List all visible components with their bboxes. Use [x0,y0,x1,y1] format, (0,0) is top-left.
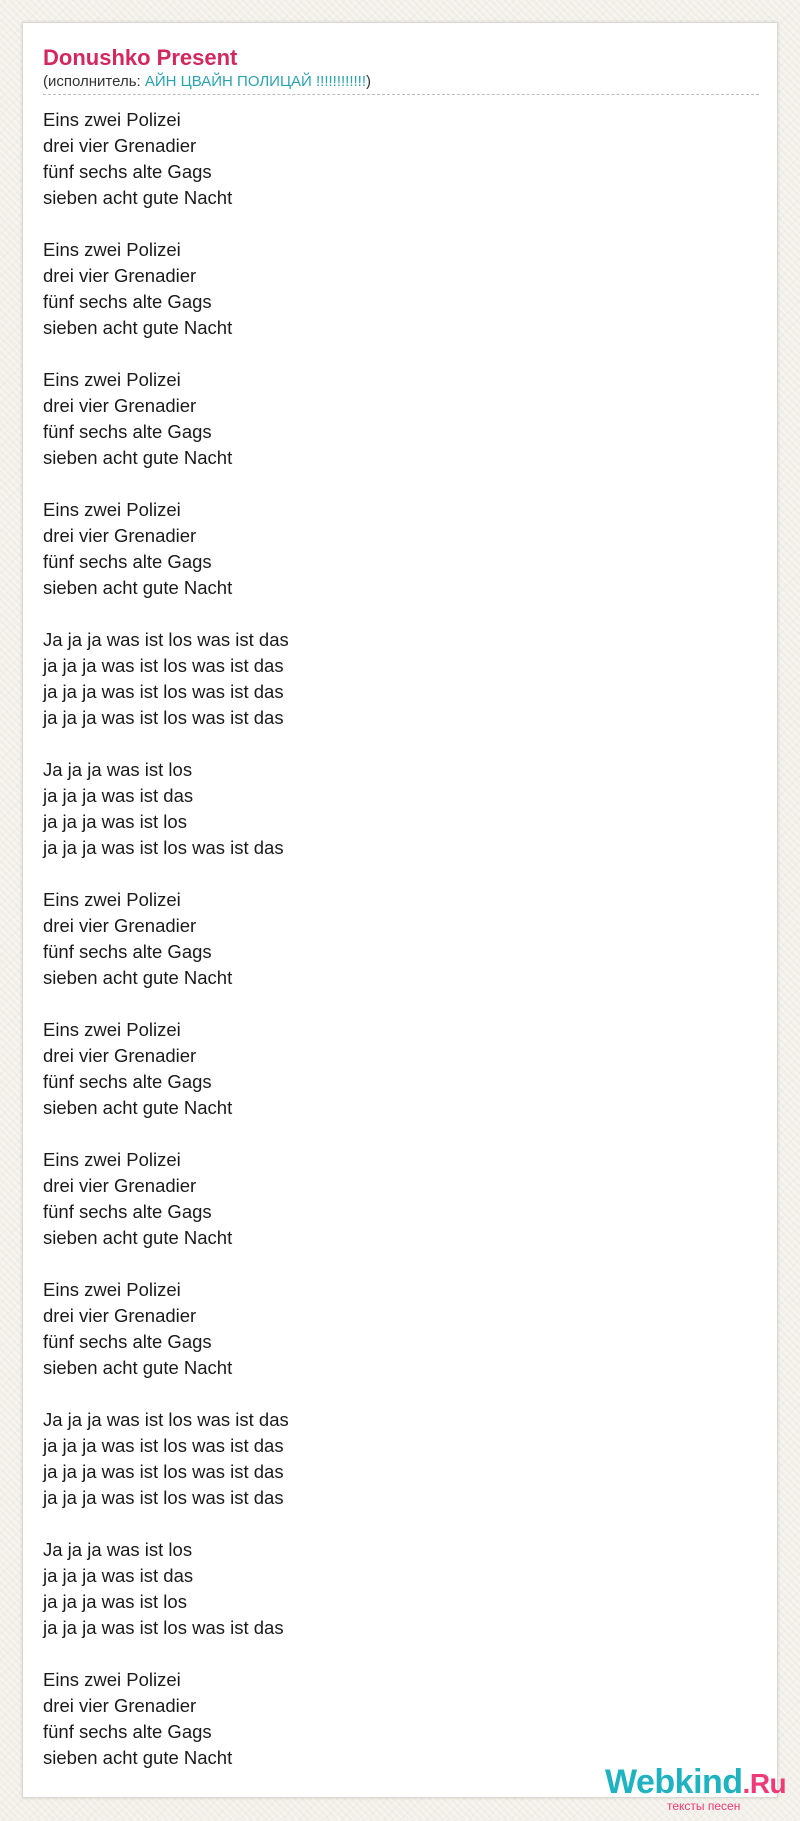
lyrics-line: sieben acht gute Nacht [43,967,233,988]
lyrics-stanza [43,497,759,601]
lyrics-stanza [43,1407,759,1511]
lyrics-line: ja ja ja was ist los was ist das [43,1617,284,1638]
lyrics-line: drei vier Grenadier [43,1045,197,1066]
lyrics-line: fünf sechs alte Gags [43,1331,212,1352]
lyrics-line: fünf sechs alte Gags [43,291,212,312]
lyrics-line: fünf sechs alte Gags [43,551,212,572]
lyrics-stanza [43,1277,759,1381]
lyrics-line: sieben acht gute Nacht [43,1747,233,1768]
lyrics-line: ja ja ja was ist das [43,1565,194,1586]
webkind-logo [605,1763,795,1821]
lyrics-line: ja ja ja was ist los was ist das [43,1487,284,1508]
performer-line [43,73,759,91]
logo-brand: Webkind [605,1763,743,1801]
lyrics-line: fünf sechs alte Gags [43,941,212,962]
lyrics-line: drei vier Grenadier [43,395,197,416]
logo-wordmark [605,1763,795,1803]
lyrics-line: drei vier Grenadier [43,265,197,286]
lyrics-line: drei vier Grenadier [43,135,197,156]
lyrics-line: ja ja ja was ist los was ist das [43,655,284,676]
song-title: Donushko Present [43,45,238,70]
lyrics-line: ja ja ja was ist los was ist das [43,1435,284,1456]
lyrics-line: Eins zwei Polizei [43,1019,181,1040]
lyrics-line: Ja ja ja was ist los was ist das [43,1409,289,1430]
lyrics-line: sieben acht gute Nacht [43,1357,233,1378]
lyrics-stanza [43,887,759,991]
lyrics-line: fünf sechs alte Gags [43,1071,212,1092]
lyrics-line: drei vier Grenadier [43,1305,197,1326]
lyrics-stanza [43,1537,759,1641]
lyrics-line: fünf sechs alte Gags [43,421,212,442]
lyrics-line: sieben acht gute Nacht [43,577,233,598]
lyrics-stanza [43,107,759,211]
lyrics-line: Eins zwei Polizei [43,109,181,130]
lyrics-line: Ja ja ja was ist los was ist das [43,629,289,650]
lyrics-line: ja ja ja was ist los was ist das [43,707,284,728]
lyrics-line: ja ja ja was ist los was ist das [43,681,284,702]
lyrics-stanza [43,1017,759,1121]
lyrics-card [22,22,787,1813]
lyrics-stanza [43,1147,759,1251]
lyrics-stanza [43,237,759,341]
lyrics-line: ja ja ja was ist los [43,811,187,832]
lyrics-line: Eins zwei Polizei [43,499,181,520]
lyrics-stanza [43,757,759,861]
artist-link[interactable]: АЙН ЦВАЙН ПОЛИЦАЙ !!!!!!!!!!!! [144,73,367,90]
lyrics-line: ja ja ja was ist das [43,785,194,806]
lyrics-line: fünf sechs alte Gags [43,161,212,182]
lyrics-body [43,107,759,1797]
lyrics-line: sieben acht gute Nacht [43,1227,233,1248]
lyrics-line: sieben acht gute Nacht [43,317,233,338]
lyrics-line: drei vier Grenadier [43,1695,197,1716]
logo-tagline: тексты песен [667,1799,741,1813]
lyrics-line: Eins zwei Polizei [43,239,181,260]
lyrics-line: ja ja ja was ist los was ist das [43,837,284,858]
lyrics-line: Eins zwei Polizei [43,1279,181,1300]
logo-tld: .Ru [742,1768,787,1799]
lyrics-line: ja ja ja was ist los was ist das [43,1461,284,1482]
lyrics-line: Ja ja ja was ist los [43,759,193,780]
lyrics-line: Eins zwei Polizei [43,1669,181,1690]
lyrics-line: drei vier Grenadier [43,525,197,546]
lyrics-stanza [43,367,759,471]
lyrics-line: ja ja ja was ist los [43,1591,187,1612]
lyrics-line: fünf sechs alte Gags [43,1201,212,1222]
song-header [43,45,759,95]
lyrics-stanza [43,627,759,731]
lyrics-line: sieben acht gute Nacht [43,187,233,208]
lyrics-line: Eins zwei Polizei [43,1149,181,1170]
lyrics-line: drei vier Grenadier [43,915,197,936]
performer-suffix: ) [366,73,372,90]
lyrics-line: drei vier Grenadier [43,1175,197,1196]
lyrics-line: Eins zwei Polizei [43,889,181,910]
lyrics-line: Eins zwei Polizei [43,369,181,390]
lyrics-line: sieben acht gute Nacht [43,447,233,468]
lyrics-line: sieben acht gute Nacht [43,1097,233,1118]
lyrics-line: Ja ja ja was ist los [43,1539,193,1560]
lyrics-stanza [43,1667,759,1771]
lyrics-line: fünf sechs alte Gags [43,1721,212,1742]
performer-prefix: (исполнитель: [43,73,145,90]
